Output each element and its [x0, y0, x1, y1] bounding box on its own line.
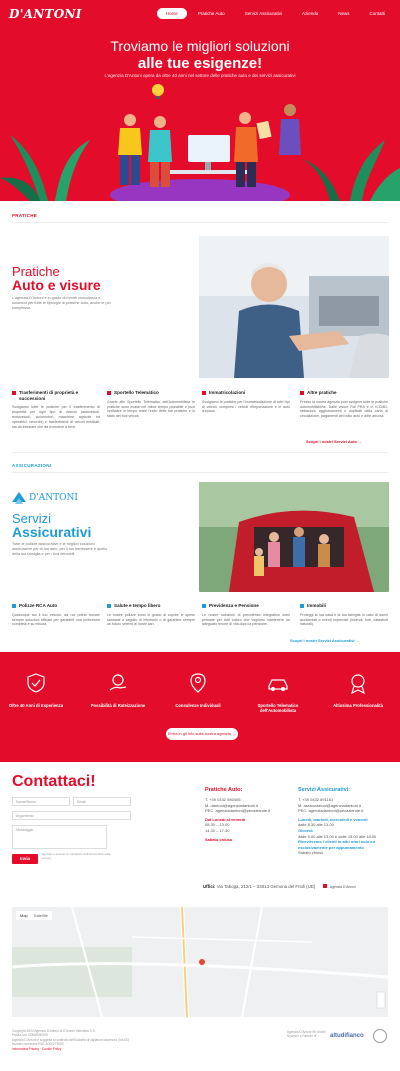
stat-sportello: [248, 672, 308, 714]
heart-icon: [107, 604, 111, 608]
dantoni-logo-icon: [12, 492, 26, 504]
nav-pratiche-auto[interactable]: Pratiche Auto: [197, 11, 225, 16]
feature-title: Altre pratiche: [307, 390, 337, 395]
arrow-right-icon: →: [355, 638, 360, 643]
feature-title: Salute e tempo libero: [114, 603, 161, 608]
hero-subtitle: L'agenzia D'Antoni opera da oltre 40 anni nel settore delle pratiche auto e dei servizi assicurativi: [104, 73, 296, 78]
house-icon: [300, 604, 304, 608]
auto-contact-title: Pratiche Auto:: [205, 787, 243, 793]
auto-days: Dal Lunedì al venerdì: [205, 816, 246, 822]
nav-servizi-assicurativi[interactable]: Servizi Assicurativi: [244, 11, 282, 16]
feature-immobili: [300, 603, 388, 627]
feature-sportello: [107, 390, 195, 419]
auto-pec: PEC. agenziadantoni@pecaziende.it: [205, 808, 271, 814]
auto-intro: L'agenzia D'Antoni è in grado di fornirti consulenza e soluzioni per tutte le tipologie di pratiche auto, anche le più complesse.: [12, 296, 111, 311]
section-label-pratiche: PRATICHE: [12, 213, 38, 218]
main-nav: [157, 8, 394, 19]
car-key-icon: [12, 391, 16, 395]
ins-thursday: Giovedì: [298, 827, 313, 833]
map-type-tabs: [16, 911, 52, 920]
offices-address: Via Taboga, 212/1 – 33013 Gemona del Friuli (UD): [216, 884, 316, 889]
ins-hours: dalle 8.30 alle 13.00: [298, 822, 334, 828]
google-map[interactable]: [12, 907, 388, 1017]
stat-experience: [6, 672, 66, 708]
auto-title-light: Pratiche: [12, 264, 60, 279]
feature-text: Le nostre polizze sono in grado di coprire le spese sanitarie a seguito di infortunio o di garantire sempre un futuro sereno ai nostri cari.: [107, 612, 195, 627]
desk-icon: [107, 391, 111, 395]
feature-text: Qualunque sia il tuo veicolo, da noi potrai trovare sempre soluzioni efficaci per garantirti una protezione completa e su misura.: [12, 612, 100, 627]
car-icon: [12, 604, 16, 608]
hero-title: Troviamo le migliori soluzioni: [110, 38, 290, 54]
feature-immatricolazioni: [202, 390, 290, 414]
stat-professionalita: [328, 672, 388, 708]
insurance-more-link[interactable]: Scopri i nostri Servizi Assicurativi →: [290, 638, 360, 643]
insurance-title-bold: Assicurativi: [12, 524, 92, 540]
section-divider: [12, 472, 388, 473]
stat-label: Consulenze Individuali: [175, 703, 221, 708]
footer-sponsor-line2: Sponsor e Partner rif: [287, 1034, 317, 1039]
offices-label: Uffici:: [203, 884, 216, 889]
nav-azienda[interactable]: Azienda: [301, 11, 319, 16]
stat-rateizzazione: [88, 672, 148, 708]
hand-coins-icon: [107, 672, 129, 694]
auto-hours-pm: 14.30 – 17.30: [205, 827, 230, 833]
insurance-brand: [12, 492, 78, 504]
insurance-title-light: Servizi: [12, 511, 52, 526]
medal-icon: [347, 672, 369, 694]
insurance-intro: Tutte le polizze assicurative e le migliori soluzioni assicurative per la tua auto, per il tuo benessere e quello della tua famiglia e per i tuoi immobili.: [12, 542, 108, 557]
contact-title: Contattaci!: [12, 773, 96, 790]
document-icon: [300, 391, 304, 395]
feature-previdenza: [202, 603, 290, 627]
hero-title-bold: alle tue esigenze!: [137, 55, 263, 72]
footer-vat: Partita Iva: 02806530308: [12, 1033, 48, 1038]
ins-pec: PEC. agenziadantoni@pecaziende.it: [298, 808, 364, 814]
ins-contact-title: Servizi Assicurativi:: [298, 787, 351, 793]
auto-title-bold: Auto e visure: [12, 277, 101, 293]
feature-title: Immatricolazioni: [209, 390, 246, 395]
offices-line: [203, 884, 356, 889]
nav-contatti[interactable]: Contatti: [369, 11, 385, 16]
subject-field[interactable]: Argomento: [12, 811, 131, 820]
stat-label: Oltre 40 Anni di Esperienza: [8, 703, 64, 708]
ins-email: M. assicurazioni@agenziadantoni.it: [298, 802, 361, 808]
section-divider: [12, 222, 388, 223]
map-tab-map[interactable]: Map: [20, 913, 28, 918]
stat-label: Altissima Professionalità: [333, 703, 383, 708]
car-icon: [267, 672, 289, 694]
nav-news[interactable]: News: [338, 11, 350, 16]
privacy-checkbox[interactable]: Ho letto e accetto le condizioni dell'informativa sulla privacy: [42, 852, 111, 860]
feature-text: Presso la nostra agenzia puoi svolgere tutte le pratiche automobilistiche. Dalle visure Ral PRA e in ICCMD, radiazioni, aggiornamenti e duplicati della carta di circolazione, pagamenti del bollo auto e altre ancora.: [300, 399, 388, 419]
name-field[interactable]: Nome/Nome: [12, 797, 70, 806]
feature-text: Proteggi la tua casa e la tua famiglia in caso di danni accidentali o eventi imprevisti (incendi, furti, catastrofi naturali).: [300, 612, 388, 627]
nav-home[interactable]: Home: [157, 8, 187, 19]
stat-label: Possibilità di Rateizzazione: [90, 703, 146, 708]
send-button[interactable]: Invia: [12, 854, 38, 864]
user-pin-icon: [187, 672, 209, 694]
footer-privacy-links[interactable]: Informativa Privacy · Cookie Policy: [12, 1046, 62, 1051]
stat-consulenze: [168, 672, 228, 708]
auto-photo: [199, 236, 389, 378]
auto-hours-am: 08.30 – 13.00: [205, 822, 230, 828]
email-field[interactable]: Email: [73, 797, 131, 806]
ins-phone: T. +39 0432 891161: [298, 797, 334, 802]
piggy-bank-icon: [202, 604, 206, 608]
seal-logo: [373, 1029, 387, 1043]
stats-band: [0, 652, 400, 762]
insurance-brand-name: D'ANTONI: [29, 493, 78, 503]
arrow-right-icon: →: [358, 439, 363, 444]
plate-icon: [202, 391, 206, 395]
footer-sponsor: [287, 1030, 327, 1039]
feature-altre-pratiche: [300, 390, 388, 419]
stat-label: Sportello Telematico dell'Automobilista: [257, 703, 299, 714]
feature-title: Sportello Telematico: [114, 390, 159, 395]
feature-text: Grazie allo Sportello Telematico dell'Automobilista le pratiche sono evase nel minor tempo possibile e puoi verificare in tempo reale l'esito delle tue pratiche e lo stato dei tuoi veicoli.: [107, 399, 195, 419]
feature-text: Svolgiamo le pratiche per l'immatricolazione di tutti i tipi di veicoli, compresi i veicoli d'importazione e le auto d'epoca.: [202, 399, 290, 414]
ins-appointment-note: Ricevieremo i clienti in altri orari solo ed esclusivamente per appuntamento: [298, 839, 375, 850]
footer-ivass: Agenzia D'Antoni è soggetta al controllo dell'Autorità di vigilanza sicurezza (IVASS): [12, 1037, 130, 1042]
brand-logo[interactable]: D'ANTONI: [9, 7, 82, 21]
ins-saturday: Sabato chiuso: [298, 850, 324, 856]
agency-info-button[interactable]: Entra in gli info sulla nostra agenzia →: [166, 728, 238, 740]
footer-copyright: Copyright 2024 Agenzia D'Antoni di D'Antoni Valentina S.S.: [12, 1029, 96, 1033]
insurance-photo: [199, 482, 389, 592]
auto-email: M. dantoni@agenziadantoni.it: [205, 802, 258, 808]
message-field[interactable]: Messaggio: [12, 825, 107, 849]
map-canvas: [12, 907, 388, 1017]
pin-icon: [323, 884, 327, 888]
hero-illustration: [0, 80, 400, 201]
section-label-assicurazioni: ASSICURAZIONI: [12, 463, 52, 468]
shield-check-icon: [25, 672, 47, 694]
feature-rca-auto: [12, 603, 100, 627]
auto-contact-details: [205, 797, 290, 842]
auto-saturday: Sabato chiuso: [205, 836, 233, 842]
section-divider: [12, 452, 388, 453]
map-tab-satellite[interactable]: Satellite: [33, 913, 49, 918]
feature-title: Trasferimenti di proprietà e successioni: [19, 390, 79, 401]
ins-contact-details: [298, 797, 390, 856]
feature-text: Le nostre soluzioni di previdenza integrativa sono pensate per tutti coloro che vogliono mantenere un adeguato tenore di vita dopo la pensione.: [202, 612, 290, 627]
feature-text: Svolgiamo tutte le pratiche per il trasferimento di proprietà per ogni tipo di veicolo (autoveicoli, motoveicoli, ciclomotori, macchine agricole ed operatrici, rimorchi) e trasferimenti di veicoli ereditati, sia da intestare che da rivendere a terzi.: [12, 405, 100, 429]
footer-sponsor-line1: Agenzia D'Antoni Srl di altri: [287, 1030, 326, 1034]
feature-salute: [107, 603, 195, 627]
feature-title: Immobili: [307, 603, 326, 608]
footer-rui: Numero iscrizione RUI: A000273083: [12, 1042, 64, 1047]
hero-section: [0, 0, 400, 201]
auto-more-link[interactable]: Scopri i nostri Servizi Auto →: [306, 439, 363, 444]
offices-pin-label: Agenzia D'Antoni: [329, 885, 356, 889]
ins-thursday-hours: dalle 9.00 alle 13.00 e dalle 15.00 alle 18.00: [298, 833, 377, 839]
ins-days: Lunedì, martedì, mercoledì e venerdì: [298, 816, 368, 822]
footer-legal: [12, 1029, 152, 1051]
feature-title: Polizze RCA Auto: [19, 603, 58, 608]
feature-title: Previdenza e Pensione: [209, 603, 259, 608]
feature-trasferimenti: [12, 390, 100, 430]
partner-logo[interactable]: altudifianco: [330, 1033, 364, 1039]
auto-phone: T. +39 0432 980405: [205, 797, 241, 802]
